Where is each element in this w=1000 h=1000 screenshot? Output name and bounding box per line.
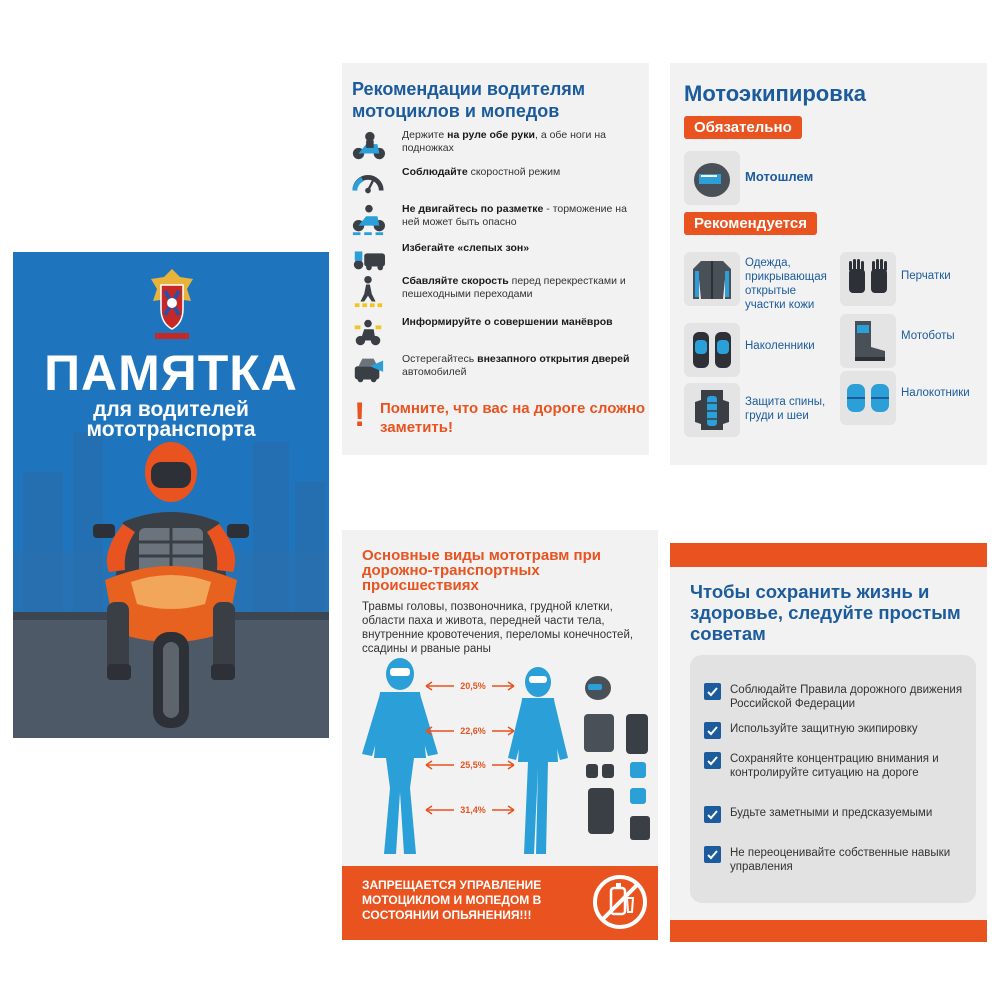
recommended-equipment-item	[840, 314, 990, 370]
recommendation-text-bold: на руле обе руки	[447, 129, 535, 141]
recommendation-text	[402, 166, 645, 179]
recommendation-text-bold: внезапного открытия дверей	[477, 353, 630, 365]
recommendation-text-bold: Соблюдайте	[402, 166, 468, 178]
injury-stat	[426, 726, 514, 736]
equipment-image	[684, 252, 740, 306]
scooter-signal-icon	[350, 316, 386, 350]
recommendation-item	[350, 316, 645, 352]
recommendations-panel	[342, 63, 649, 455]
equipment-icons-mini	[584, 676, 650, 840]
checkbox-checked-icon	[704, 846, 721, 863]
recommendation-text-bold: Избегайте «слепых зон»	[402, 242, 530, 254]
recommendations-title: Рекомендации водителям мотоциклов и мопедов	[352, 79, 586, 121]
equipment-label: Мотоботы	[901, 330, 955, 342]
stat-value: 22,6%	[460, 726, 486, 736]
motorcyclist-illustration	[13, 432, 329, 738]
equipment-panel	[670, 63, 987, 465]
tip-text: Не переоценивайте собственные навыки управления	[730, 847, 951, 873]
tip-text: Соблюдайте Правила дорожного движения Российской Федерации	[730, 684, 963, 710]
injury-arrows	[426, 681, 514, 815]
recommendation-text-post: автомобилей	[402, 366, 467, 378]
stat-arrow-right	[492, 761, 514, 769]
orange-bottom-bar	[670, 920, 987, 942]
equipment-label: Одежда, прикрывающая открытые участки кожи	[745, 257, 827, 311]
recommendation-item	[350, 166, 645, 202]
jacket-icon	[687, 255, 737, 303]
equipment-label: Перчатки	[901, 270, 951, 282]
mandatory-equipment-item	[684, 151, 834, 207]
recommendation-text-bold: Сбавляйте скорость	[402, 275, 509, 287]
tip-text: Сохраняйте концентрацию внимания и контролируйте ситуацию на дороге	[730, 753, 939, 779]
checkbox-checked-icon	[704, 806, 721, 823]
stat-value: 20,5%	[460, 681, 486, 691]
recommendation-item	[350, 275, 645, 311]
pedestrian-crossing-icon	[350, 275, 386, 309]
recommended-equipment-item	[840, 371, 990, 427]
motorcycle-lane-icon	[350, 203, 386, 237]
rider-figure-right	[508, 667, 568, 854]
car-door-icon	[350, 353, 386, 387]
injuries-panel	[342, 530, 658, 940]
recommendation-text-pre: Держите	[402, 129, 448, 141]
recommendation-text-bold: Информируйте о совершении манёвров	[402, 316, 613, 328]
cover-subtitle-line2: мототранспорта	[86, 418, 256, 441]
cover-subtitle-line1: для водителей	[93, 398, 249, 421]
recommendation-text	[402, 242, 645, 255]
stat-arrow-left	[426, 727, 454, 735]
tip-text: Будьте заметными и предсказуемыми	[730, 807, 933, 819]
stat-arrow-left	[426, 682, 454, 690]
recommendation-text	[402, 353, 645, 379]
recommendation-text	[402, 316, 645, 329]
motorcycle-icon	[350, 129, 386, 163]
recommended-equipment-item	[684, 252, 834, 311]
warning-text: Помните, что вас на дороге сложно заметить!	[380, 400, 646, 436]
helmet-icon	[687, 154, 737, 202]
elbow-pads-icon	[843, 374, 893, 422]
ban-text: ЗАПРЕЩАЕТСЯ УПРАВЛЕНИЕ МОТОЦИКЛОМ И МОПЕДОМ В СОСТОЯНИИ ОПЬЯНЕНИЯ!!!	[362, 878, 542, 922]
tips-card	[690, 655, 976, 903]
police-emblem-icon	[147, 265, 197, 343]
equipment-label: Мотошлем	[745, 169, 814, 184]
cover-panel	[13, 252, 329, 738]
orange-top-bar	[670, 543, 987, 567]
equipment-image	[684, 151, 740, 205]
recommended-equipment-item	[684, 323, 834, 379]
stat-arrow-right	[492, 727, 514, 735]
recommendation-text-post: - торможение на ней может быть опасно	[402, 203, 627, 228]
stat-arrow-left	[426, 761, 454, 769]
stat-arrow-right	[492, 682, 514, 690]
equipment-label: Налокотники	[901, 387, 970, 399]
injury-stat	[426, 805, 514, 815]
injuries-description: Травмы головы, позвоночника, грудной клетки, области паха и живота, передней части тела, внутренние кровотечения, переломы конечностей, ссадины и рваные раны	[362, 601, 634, 655]
recommendation-text-bold: Не двигайтесь по разметке	[402, 203, 544, 215]
checkbox-checked-icon	[704, 722, 721, 739]
equipment-image	[840, 252, 896, 306]
recommended-equipment-item	[840, 252, 990, 308]
stat-arrow-right	[492, 806, 514, 814]
rider-figure-left	[362, 658, 438, 854]
equipment-image	[684, 383, 740, 437]
recommendation-item	[350, 242, 645, 278]
equipment-title: Мотоэкипировка	[684, 81, 866, 106]
tips-title: Чтобы сохранить жизнь и здоровье, следуйте простым советам	[690, 581, 961, 644]
boots-icon	[843, 317, 893, 365]
recommendation-text	[402, 203, 645, 229]
recommendation-text-post: скоростной режим	[467, 166, 561, 178]
recommendation-text-post: , а обе ноги на подножках	[402, 129, 606, 154]
no-alcohol-banner	[342, 866, 658, 940]
no-alcohol-icon	[590, 872, 650, 932]
cover-title: ПАМЯТКА	[44, 345, 298, 401]
checkbox-checked-icon	[704, 752, 721, 769]
recommendation-text-pre: Остерегайтесь	[402, 353, 478, 365]
equipment-image	[840, 314, 896, 368]
speedometer-icon	[350, 166, 386, 200]
mandatory-label: Обязательно	[684, 116, 802, 139]
injury-figures-illustration	[342, 658, 658, 864]
recommendation-item	[350, 129, 645, 165]
knee-pads-icon	[687, 326, 737, 374]
equipment-image	[684, 323, 740, 377]
injuries-title: Основные виды мототравм при дорожно-транспортных происшествиях	[362, 547, 601, 594]
blind-spot-icon	[350, 242, 386, 276]
stat-arrow-left	[426, 806, 454, 814]
warning-note	[352, 395, 647, 441]
stat-value: 25,5%	[460, 760, 486, 770]
equipment-image	[840, 371, 896, 425]
recommendation-text	[402, 275, 645, 301]
back-protector-icon	[687, 386, 737, 434]
injury-stat	[426, 760, 514, 770]
recommendation-item	[350, 203, 645, 239]
equipment-label: Наколенники	[745, 340, 815, 352]
injury-stat	[426, 681, 514, 691]
recommended-label: Рекомендуется	[684, 212, 817, 235]
recommended-equipment-item	[684, 383, 834, 439]
gloves-icon	[843, 255, 893, 303]
stat-value: 31,4%	[460, 805, 486, 815]
recommendation-text	[402, 129, 645, 155]
equipment-label: Защита спины, груди и шеи	[745, 396, 826, 422]
tips-panel	[670, 543, 987, 942]
exclamation-icon: !	[354, 396, 366, 434]
checkbox-checked-icon	[704, 683, 721, 700]
tip-text: Используйте защитную экипировку	[730, 723, 918, 735]
recommendation-text-post: перед перекрестками и пешеходными переходами	[402, 275, 626, 300]
recommendation-item	[350, 353, 645, 389]
